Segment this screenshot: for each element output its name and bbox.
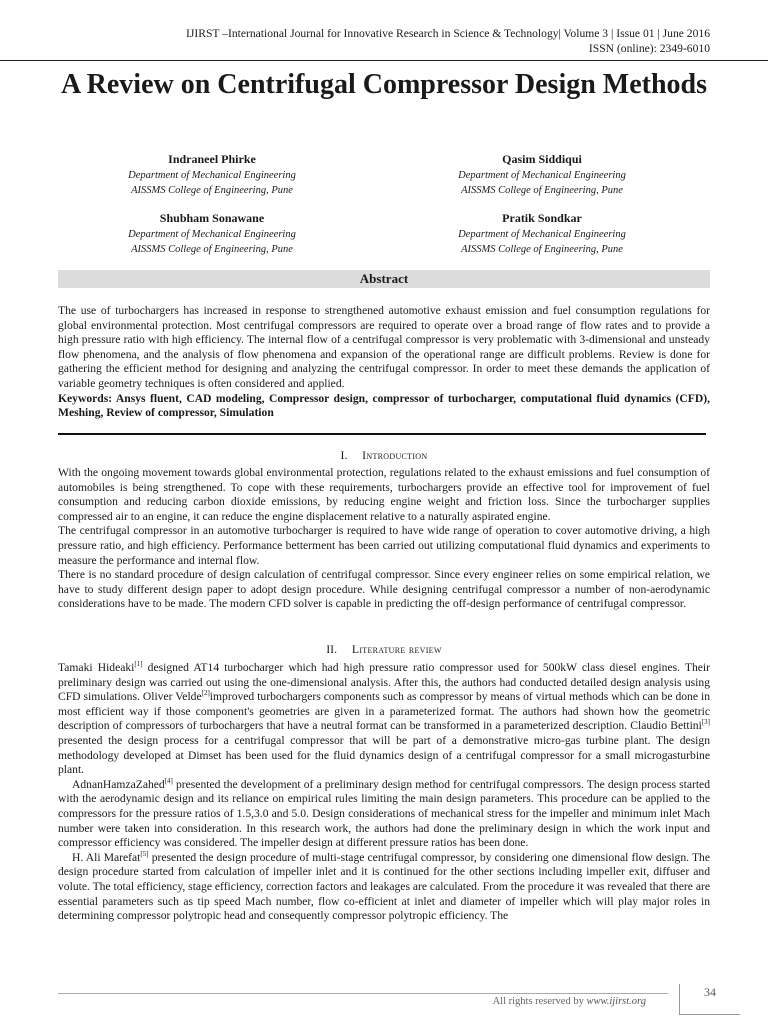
citation: [5]	[140, 849, 149, 858]
header-rule	[0, 60, 768, 61]
author-department: Department of Mechanical Engineering	[458, 170, 626, 181]
rights-text: All rights reserved by	[492, 996, 587, 1007]
paragraph	[58, 661, 710, 778]
section-heading-introduction	[58, 448, 710, 462]
literature-review-body	[58, 661, 710, 924]
author-name: Qasim Siddiqui	[502, 152, 582, 166]
footer-rights	[493, 996, 646, 1007]
author-ref-name: Tamaki Hideaki	[58, 661, 135, 674]
footer-rule	[58, 993, 668, 994]
paragraph-text: presented the design procedure of multi-stage centrifugal compressor, by considering one dimensional flow design. The design procedure started from calculation of impeller inlet and it is continued for the other sections including impeller exit, diffuser and volute. The total efficiency, stage efficiency, correction factors and leakages are calculated. From the procedure it was revealed that there are essential parameters such as tip speed Mach number, flow co-efficient at inlet and diameter of impeller which will play major roles in determining compressor polytropic head and consequently compressor polytropic efficiency. The	[58, 850, 711, 923]
author-department: Department of Mechanical Engineering	[458, 229, 626, 240]
citation: [3]	[701, 718, 710, 727]
citation: [1]	[134, 660, 143, 669]
author-block	[417, 211, 667, 257]
author-name: Indraneel Phirke	[168, 152, 256, 166]
abstract-heading: Abstract	[58, 270, 710, 288]
author-department: Department of Mechanical Engineering	[128, 229, 296, 240]
paragraph: With the ongoing movement towards global environmental protection, regulations related to the exhaust emissions and fuel consumption of automobiles is being strengthened. To cope with these requirements, turbochargers provide an effective tool for improvement of fuel consumption and reducing carbon dioxide emissions, by reducing engine weight and friction loss. Since the turbocharger supplies compressed air to an engine, it can reduce the engine displacement relative to a naturally aspirated engine.	[58, 466, 710, 523]
author-institution: AISSMS College of Engineering, Pune	[131, 185, 293, 196]
journal-line: IJIRST –International Journal for Innovative Research in Science & Technology| Volume 3 | Issue 01 | June 2016	[185, 27, 710, 40]
paragraph-text: designed AT14 turbocharger which had high pressure ratio compressor used for 500kW class diesel engines. Their preliminary design was carried out using the one-dimensional analysis. After this, the authors had conducted detailed design analysis using CFD simulations. Oliver Velde	[58, 661, 710, 704]
author-ref-name: AdnanHamzaZahed	[72, 777, 165, 791]
author-block	[87, 152, 337, 198]
paragraph-text: presented the design process for a centrifugal compressor that will be part of a demonstrative micro-gas turbine plant. The design methodology developed at Dimset has been used for the fluid dynamics design of a centrifugal compressor for a small microgasturbine plant.	[58, 733, 710, 777]
paragraph	[58, 778, 710, 851]
section-separator	[58, 433, 706, 435]
abstract-text: The use of turbochargers has increased in response to strengthened automotive exhaust emission and fuel consumption regulations for global environmental protection. Most centrifugal compressors are required to operate over a broad range of flow rates and to provide a high pressure ratio with high efficiency. The internal flow of a centrifugal compressor is very problematic with 3-dimensional and unsteady flow phenomena, and the analysis of flow phenomena and expansion of the operational range are difficult problems. Review is done for gathering the efficient method for designing and analyzing the centrifugal compressor. In order to meet these demands the application of variable geometry techniques is often considered and applied.	[58, 304, 710, 390]
paragraph-text: improved turbochargers components such as compressor by means of virtual methods which can be done in most efficient way if those component's geometries are given in a parameterized format. The authors had shown how the geometric description of compressors of turbochargers that have a neutral format can be transformed in a parameterized description. Claudio Bettini	[58, 690, 710, 733]
section-title: Literature review	[351, 642, 442, 656]
introduction-body	[58, 466, 710, 612]
journal-site-link[interactable]: www.ijirst.org	[586, 996, 646, 1007]
author-department: Department of Mechanical Engineering	[128, 170, 296, 181]
author-institution: AISSMS College of Engineering, Pune	[461, 185, 623, 196]
author-block	[417, 152, 667, 198]
author-name: Shubham Sonawane	[159, 211, 265, 225]
citation: [2]	[201, 689, 210, 698]
section-numeral: I.	[340, 448, 348, 462]
journal-header	[186, 26, 710, 56]
section-heading-literature-review	[58, 642, 710, 656]
author-institution: AISSMS College of Engineering, Pune	[461, 244, 623, 255]
author-institution: AISSMS College of Engineering, Pune	[131, 244, 293, 255]
keywords: Keywords: Ansys fluent, CAD modeling, Compressor design, compressor of turbocharger, computational fluid dynamics (CFD), Meshing, Review of compressor, Simulation	[58, 391, 710, 420]
abstract-body	[58, 304, 710, 421]
section-numeral: II.	[326, 642, 338, 656]
paragraph: The centrifugal compressor in an automotive turbocharger is required to have wide range of operation to cover automotive driving, a high pressure ratio, and high efficiency. Performance betterment has been carried out utilizing computational fluid dynamics and experiments to measure the performance and internal flow.	[58, 524, 710, 567]
paper-title: A Review on Centrifugal Compressor Design Methods	[60, 69, 708, 100]
page-number: 34	[704, 985, 716, 999]
author-ref-name: H. Ali Marefat	[72, 850, 141, 864]
author-block	[87, 211, 337, 257]
citation: [4]	[164, 776, 173, 785]
paragraph: There is no standard procedure of design calculation of centrifugal compressor. Since every engineer relies on some empirical relation, we have to study different design paper to adopt design procedure. While designing centrifugal compressor a number of non-aerodynamic considerations have to be made. The modern CFD solver is capable in predicting the off-design performance of centrifugal compressor.	[58, 568, 710, 611]
section-title: Introduction	[362, 448, 428, 462]
author-name: Pratik Sondkar	[502, 211, 582, 225]
paragraph	[58, 851, 710, 924]
issn-line: ISSN (online): 2349-6010	[588, 42, 710, 55]
paragraph-text: presented the development of a preliminary design method for centrifugal compressors. The design process started with the aerodynamic design and its reliance on empirical rules limiting the main design parameters. This procedure can be applied to the compressors for the pressure ratios of 1.5,3.0 and 5.0. Design considerations of mechanical stress for the impeller and minimum inlet Mach number were taken into consideration. In this research work, the authors had done the preliminary design in which the work input and compressor efficiency was considered. The impeller design at different pressure ratios has been done.	[58, 777, 710, 850]
